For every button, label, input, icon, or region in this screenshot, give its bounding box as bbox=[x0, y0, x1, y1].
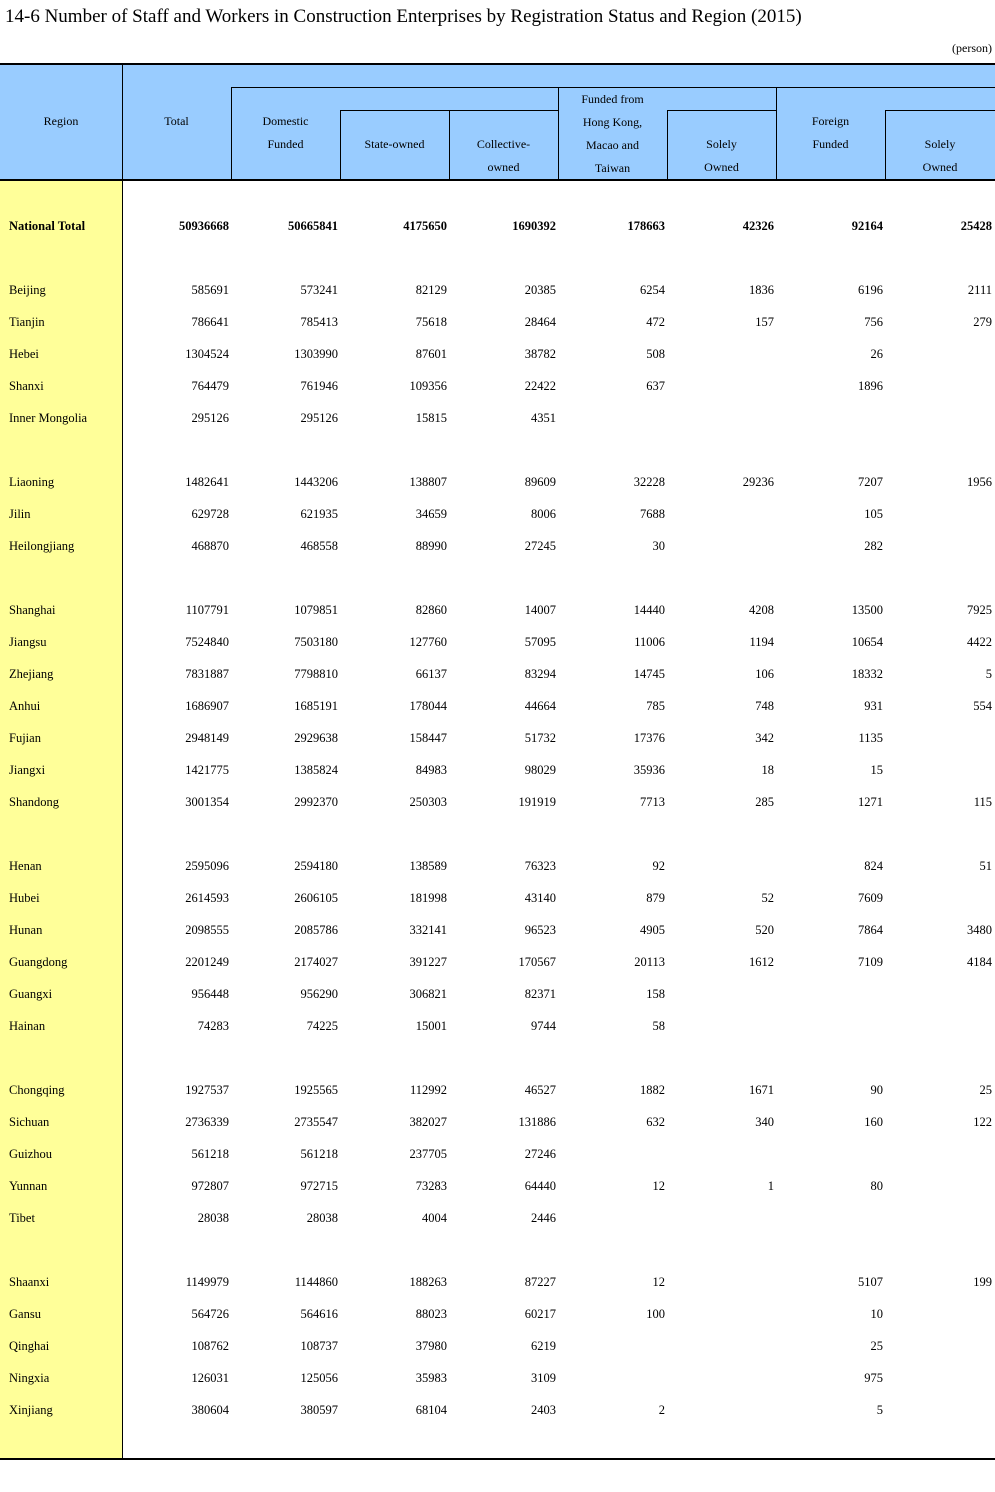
table-row bbox=[0, 699, 995, 719]
unit-label: (person) bbox=[952, 41, 992, 55]
cell-value: 2446 bbox=[531, 1211, 556, 1225]
region-name: Zhejiang bbox=[9, 667, 54, 681]
cell-value: 1685191 bbox=[294, 699, 338, 713]
cell-value: 824 bbox=[864, 859, 883, 873]
cell-value: 585691 bbox=[191, 283, 229, 297]
header-region: Region bbox=[43, 114, 79, 128]
cell-value: 29236 bbox=[742, 475, 774, 489]
cell-value: 1686907 bbox=[185, 699, 229, 713]
header-bottom-border bbox=[0, 179, 995, 181]
cell-value: 4422 bbox=[967, 635, 992, 649]
cell-value: 1882 bbox=[640, 1083, 665, 1097]
cell-value: 88990 bbox=[415, 539, 447, 553]
cell-value: 89609 bbox=[524, 475, 556, 489]
cell-value: 7864 bbox=[858, 923, 883, 937]
cell-value: 15 bbox=[870, 763, 883, 777]
cell-value: 340 bbox=[755, 1115, 774, 1129]
cell-value: 1927537 bbox=[185, 1083, 229, 1097]
cell-value: 1079851 bbox=[294, 603, 338, 617]
cell-value: 972715 bbox=[300, 1179, 338, 1193]
cell-value: 931 bbox=[864, 699, 883, 713]
cell-value: 108737 bbox=[300, 1339, 338, 1353]
cell-value: 28038 bbox=[306, 1211, 338, 1225]
cell-value: 975 bbox=[864, 1371, 883, 1385]
header-rule-foreign bbox=[776, 87, 995, 88]
cell-value: 2736339 bbox=[185, 1115, 229, 1129]
cell-value: 64440 bbox=[524, 1179, 556, 1193]
header-rule-domestic bbox=[231, 87, 558, 88]
cell-value: 1443206 bbox=[294, 475, 338, 489]
cell-value: 786641 bbox=[191, 315, 229, 329]
cell-value: 7109 bbox=[858, 955, 883, 969]
cell-value: 4175650 bbox=[403, 219, 447, 233]
cell-value: 100 bbox=[646, 1307, 665, 1321]
header-foreign-solely-owned: Solely Owned bbox=[922, 137, 958, 174]
cell-value: 956290 bbox=[300, 987, 338, 1001]
region-name: Yunnan bbox=[9, 1179, 48, 1193]
cell-value: 520 bbox=[755, 923, 774, 937]
cell-value: 157 bbox=[755, 315, 774, 329]
table-row bbox=[0, 603, 995, 623]
cell-value: 188263 bbox=[409, 1275, 447, 1289]
cell-value: 629728 bbox=[191, 507, 229, 521]
cell-value: 2 bbox=[658, 1403, 665, 1417]
cell-value: 58 bbox=[652, 1019, 665, 1033]
cell-value: 4184 bbox=[967, 955, 992, 969]
cell-value: 1194 bbox=[749, 635, 774, 649]
table-row bbox=[0, 1083, 995, 1103]
cell-value: 20385 bbox=[524, 283, 556, 297]
header-domestic-funded: Domestic Funded bbox=[262, 114, 309, 151]
cell-value: 15815 bbox=[415, 411, 447, 425]
region-name: Hunan bbox=[9, 923, 43, 937]
cell-value: 637 bbox=[646, 379, 665, 393]
cell-value: 35936 bbox=[633, 763, 665, 777]
cell-value: 87601 bbox=[415, 347, 447, 361]
cell-value: 2111 bbox=[967, 283, 992, 297]
cell-value: 199 bbox=[973, 1275, 992, 1289]
table-row bbox=[0, 219, 995, 239]
header-total: Total bbox=[164, 114, 189, 128]
cell-value: 1690392 bbox=[512, 219, 556, 233]
cell-value: 1671 bbox=[749, 1083, 774, 1097]
table-row bbox=[0, 411, 995, 431]
cell-value: 5 bbox=[985, 667, 992, 681]
cell-value: 127760 bbox=[409, 635, 447, 649]
cell-value: 10 bbox=[870, 1307, 883, 1321]
cell-value: 20113 bbox=[634, 955, 665, 969]
cell-value: 88023 bbox=[415, 1307, 447, 1321]
header-state-owned: State-owned bbox=[364, 137, 425, 151]
cell-value: 25 bbox=[979, 1083, 992, 1097]
cell-value: 27245 bbox=[524, 539, 556, 553]
cell-value: 3480 bbox=[967, 923, 992, 937]
table-row bbox=[0, 1211, 995, 1231]
cell-value: 2929638 bbox=[294, 731, 338, 745]
cell-value: 112992 bbox=[409, 1083, 447, 1097]
cell-value: 785 bbox=[646, 699, 665, 713]
cell-value: 28038 bbox=[197, 1211, 229, 1225]
cell-value: 564726 bbox=[191, 1307, 229, 1321]
cell-value: 295126 bbox=[300, 411, 338, 425]
table-row bbox=[0, 795, 995, 815]
region-name: Tibet bbox=[9, 1211, 35, 1225]
cell-value: 34659 bbox=[415, 507, 447, 521]
cell-value: 74225 bbox=[306, 1019, 338, 1033]
cell-value: 43140 bbox=[524, 891, 556, 905]
cell-value: 80 bbox=[870, 1179, 883, 1193]
cell-value: 761946 bbox=[300, 379, 338, 393]
cell-value: 5 bbox=[876, 1403, 883, 1417]
cell-value: 82860 bbox=[415, 603, 447, 617]
cell-value: 342 bbox=[755, 731, 774, 745]
region-name: Guangdong bbox=[9, 955, 68, 969]
cell-value: 122 bbox=[973, 1115, 992, 1129]
cell-value: 109356 bbox=[409, 379, 447, 393]
cell-value: 14007 bbox=[524, 603, 556, 617]
cell-value: 2085786 bbox=[294, 923, 338, 937]
cell-value: 52 bbox=[761, 891, 774, 905]
region-name: Sichuan bbox=[9, 1115, 50, 1129]
cell-value: 879 bbox=[646, 891, 665, 905]
cell-value: 138589 bbox=[409, 859, 447, 873]
cell-value: 237705 bbox=[409, 1147, 447, 1161]
cell-value: 83294 bbox=[524, 667, 556, 681]
table-row bbox=[0, 283, 995, 303]
cell-value: 2992370 bbox=[294, 795, 338, 809]
cell-value: 1956 bbox=[967, 475, 992, 489]
region-name: Inner Mongolia bbox=[9, 411, 88, 425]
cell-value: 7207 bbox=[858, 475, 883, 489]
region-name: Chongqing bbox=[9, 1083, 65, 1097]
cell-value: 68104 bbox=[415, 1403, 447, 1417]
cell-value: 15001 bbox=[415, 1019, 447, 1033]
table-row bbox=[0, 507, 995, 527]
region-name: Shanghai bbox=[9, 603, 56, 617]
table-row bbox=[0, 1275, 995, 1295]
region-name: Ningxia bbox=[9, 1371, 50, 1385]
table-row bbox=[0, 731, 995, 751]
cell-value: 126031 bbox=[191, 1371, 229, 1385]
table-row bbox=[0, 539, 995, 559]
cell-value: 1385824 bbox=[294, 763, 338, 777]
table-row bbox=[0, 891, 995, 911]
cell-value: 13500 bbox=[851, 603, 883, 617]
table-row bbox=[0, 923, 995, 943]
table-row bbox=[0, 1115, 995, 1135]
cell-value: 14440 bbox=[633, 603, 665, 617]
table-row bbox=[0, 859, 995, 879]
cell-value: 380604 bbox=[191, 1403, 229, 1417]
header-foreign-funded: Foreign Funded bbox=[811, 114, 850, 151]
cell-value: 25 bbox=[870, 1339, 883, 1353]
cell-value: 22422 bbox=[524, 379, 556, 393]
cell-value: 2948149 bbox=[185, 731, 229, 745]
cell-value: 7713 bbox=[640, 795, 665, 809]
cell-value: 1421775 bbox=[185, 763, 229, 777]
cell-value: 2735547 bbox=[294, 1115, 338, 1129]
table-row bbox=[0, 1179, 995, 1199]
cell-value: 82129 bbox=[415, 283, 447, 297]
cell-value: 125056 bbox=[300, 1371, 338, 1385]
cell-value: 42326 bbox=[742, 219, 774, 233]
region-name: Guizhou bbox=[9, 1147, 53, 1161]
cell-value: 472 bbox=[646, 315, 665, 329]
table-row bbox=[0, 1019, 995, 1039]
cell-value: 50665841 bbox=[288, 219, 338, 233]
cell-value: 30 bbox=[652, 539, 665, 553]
cell-value: 295126 bbox=[191, 411, 229, 425]
region-name: Jiangxi bbox=[9, 763, 46, 777]
region-name: Henan bbox=[9, 859, 42, 873]
cell-value: 191919 bbox=[518, 795, 556, 809]
cell-value: 4905 bbox=[640, 923, 665, 937]
cell-value: 6219 bbox=[531, 1339, 556, 1353]
cell-value: 7503180 bbox=[294, 635, 338, 649]
cell-value: 2201249 bbox=[185, 955, 229, 969]
cell-value: 38782 bbox=[524, 347, 556, 361]
cell-value: 785413 bbox=[300, 315, 338, 329]
region-name: Guangxi bbox=[9, 987, 53, 1001]
cell-value: 8006 bbox=[531, 507, 556, 521]
cell-value: 956448 bbox=[191, 987, 229, 1001]
region-name: Shanxi bbox=[9, 379, 44, 393]
cell-value: 1149979 bbox=[185, 1275, 229, 1289]
cell-value: 468558 bbox=[300, 539, 338, 553]
cell-value: 1 bbox=[767, 1179, 774, 1193]
cell-value: 7609 bbox=[858, 891, 883, 905]
table-row bbox=[0, 1307, 995, 1327]
cell-value: 1925565 bbox=[294, 1083, 338, 1097]
cell-value: 6196 bbox=[858, 283, 883, 297]
cell-value: 279 bbox=[973, 315, 992, 329]
cell-value: 632 bbox=[646, 1115, 665, 1129]
cell-value: 12 bbox=[652, 1275, 665, 1289]
cell-value: 564616 bbox=[300, 1307, 338, 1321]
header-rule-hkmt-sub bbox=[667, 110, 776, 111]
header-collective-owned: Collective- owned bbox=[476, 137, 531, 174]
cell-value: 306821 bbox=[409, 987, 447, 1001]
cell-value: 73283 bbox=[415, 1179, 447, 1193]
cell-value: 621935 bbox=[300, 507, 338, 521]
cell-value: 17376 bbox=[633, 731, 665, 745]
cell-value: 28464 bbox=[524, 315, 556, 329]
cell-value: 76323 bbox=[524, 859, 556, 873]
cell-value: 35983 bbox=[415, 1371, 447, 1385]
cell-value: 32228 bbox=[633, 475, 665, 489]
cell-value: 282 bbox=[864, 539, 883, 553]
region-name: Hebei bbox=[9, 347, 39, 361]
region-divider bbox=[122, 63, 123, 1459]
cell-value: 82371 bbox=[524, 987, 556, 1001]
region-name: Tianjin bbox=[9, 315, 45, 329]
cell-value: 382027 bbox=[409, 1115, 447, 1129]
cell-value: 25428 bbox=[960, 219, 992, 233]
cell-value: 158447 bbox=[409, 731, 447, 745]
cell-value: 6254 bbox=[640, 283, 665, 297]
table-row bbox=[0, 667, 995, 687]
cell-value: 11006 bbox=[634, 635, 665, 649]
cell-value: 2595096 bbox=[185, 859, 229, 873]
region-name: Heilongjiang bbox=[9, 539, 75, 553]
cell-value: 2403 bbox=[531, 1403, 556, 1417]
cell-value: 18 bbox=[761, 763, 774, 777]
region-name: Hainan bbox=[9, 1019, 46, 1033]
table-bottom-border bbox=[0, 1458, 995, 1460]
cell-value: 108762 bbox=[191, 1339, 229, 1353]
cell-value: 138807 bbox=[409, 475, 447, 489]
cell-value: 4004 bbox=[422, 1211, 447, 1225]
cell-value: 9744 bbox=[531, 1019, 556, 1033]
cell-value: 2614593 bbox=[185, 891, 229, 905]
cell-value: 1896 bbox=[858, 379, 883, 393]
cell-value: 75618 bbox=[415, 315, 447, 329]
cell-value: 972807 bbox=[191, 1179, 229, 1193]
cell-value: 60217 bbox=[524, 1307, 556, 1321]
cell-value: 105 bbox=[864, 507, 883, 521]
cell-value: 51 bbox=[979, 859, 992, 873]
cell-value: 1482641 bbox=[185, 475, 229, 489]
cell-value: 468870 bbox=[191, 539, 229, 553]
header-hkmt-funded: Funded from Hong Kong, Macao and Taiwan bbox=[581, 92, 644, 175]
region-name: Gansu bbox=[9, 1307, 41, 1321]
cell-value: 12 bbox=[652, 1179, 665, 1193]
cell-value: 7925 bbox=[967, 603, 992, 617]
cell-value: 332141 bbox=[409, 923, 447, 937]
cell-value: 3109 bbox=[531, 1371, 556, 1385]
cell-value: 115 bbox=[973, 795, 992, 809]
table-row bbox=[0, 1147, 995, 1167]
cell-value: 92 bbox=[652, 859, 665, 873]
cell-value: 508 bbox=[646, 347, 665, 361]
region-name: Hubei bbox=[9, 891, 40, 905]
cell-value: 14745 bbox=[633, 667, 665, 681]
region-name: Jiangsu bbox=[9, 635, 47, 649]
cell-value: 57095 bbox=[524, 635, 556, 649]
cell-value: 44664 bbox=[524, 699, 556, 713]
cell-value: 764479 bbox=[191, 379, 229, 393]
cell-value: 160 bbox=[864, 1115, 883, 1129]
cell-value: 5107 bbox=[858, 1275, 883, 1289]
cell-value: 554 bbox=[973, 699, 992, 713]
cell-value: 1836 bbox=[749, 283, 774, 297]
region-name: Beijing bbox=[9, 283, 46, 297]
table-row bbox=[0, 987, 995, 1007]
cell-value: 1144860 bbox=[294, 1275, 338, 1289]
cell-value: 18332 bbox=[851, 667, 883, 681]
table-row bbox=[0, 763, 995, 783]
cell-value: 380597 bbox=[300, 1403, 338, 1417]
cell-value: 27246 bbox=[524, 1147, 556, 1161]
cell-value: 748 bbox=[755, 699, 774, 713]
region-column-background bbox=[0, 180, 123, 1458]
cell-value: 561218 bbox=[191, 1147, 229, 1161]
cell-value: 87227 bbox=[524, 1275, 556, 1289]
table-row bbox=[0, 955, 995, 975]
region-name: Shandong bbox=[9, 795, 59, 809]
cell-value: 1107791 bbox=[185, 603, 229, 617]
region-name: Xinjiang bbox=[9, 1403, 53, 1417]
cell-value: 2594180 bbox=[294, 859, 338, 873]
region-name: Jilin bbox=[9, 507, 31, 521]
cell-value: 26 bbox=[870, 347, 883, 361]
header-rule-foreign-sub bbox=[885, 110, 995, 111]
cell-value: 131886 bbox=[518, 1115, 556, 1129]
table-row bbox=[0, 347, 995, 367]
cell-value: 3001354 bbox=[185, 795, 229, 809]
cell-value: 178663 bbox=[627, 219, 665, 233]
cell-value: 90 bbox=[870, 1083, 883, 1097]
cell-value: 1304524 bbox=[185, 347, 229, 361]
cell-value: 1135 bbox=[858, 731, 883, 745]
region-name: Fujian bbox=[9, 731, 41, 745]
table-row bbox=[0, 379, 995, 399]
cell-value: 1612 bbox=[749, 955, 774, 969]
page-title: 14-6 Number of Staff and Workers in Construction Enterprises by Registration Status and Region (2015) bbox=[5, 6, 802, 27]
cell-value: 181998 bbox=[409, 891, 447, 905]
cell-value: 1271 bbox=[858, 795, 883, 809]
cell-value: 2098555 bbox=[185, 923, 229, 937]
cell-value: 92164 bbox=[851, 219, 883, 233]
region-name: Qinghai bbox=[9, 1339, 50, 1353]
cell-value: 96523 bbox=[524, 923, 556, 937]
region-name: Anhui bbox=[9, 699, 41, 713]
cell-value: 573241 bbox=[300, 283, 338, 297]
region-name: National Total bbox=[9, 219, 86, 233]
table-row bbox=[0, 475, 995, 495]
cell-value: 4208 bbox=[749, 603, 774, 617]
cell-value: 84983 bbox=[415, 763, 447, 777]
table-row bbox=[0, 1371, 995, 1391]
cell-value: 1303990 bbox=[294, 347, 338, 361]
cell-value: 37980 bbox=[415, 1339, 447, 1353]
cell-value: 250303 bbox=[409, 795, 447, 809]
region-name: Shaanxi bbox=[9, 1275, 50, 1289]
cell-value: 7524840 bbox=[185, 635, 229, 649]
cell-value: 4351 bbox=[531, 411, 556, 425]
cell-value: 7831887 bbox=[185, 667, 229, 681]
cell-value: 178044 bbox=[409, 699, 447, 713]
table-row bbox=[0, 1403, 995, 1423]
cell-value: 46527 bbox=[524, 1083, 556, 1097]
cell-value: 561218 bbox=[300, 1147, 338, 1161]
cell-value: 2174027 bbox=[294, 955, 338, 969]
table-row bbox=[0, 635, 995, 655]
cell-value: 285 bbox=[755, 795, 774, 809]
cell-value: 98029 bbox=[524, 763, 556, 777]
cell-value: 50936668 bbox=[179, 219, 229, 233]
cell-value: 66137 bbox=[415, 667, 447, 681]
table-row bbox=[0, 1339, 995, 1359]
cell-value: 51732 bbox=[524, 731, 556, 745]
cell-value: 391227 bbox=[409, 955, 447, 969]
cell-value: 170567 bbox=[518, 955, 556, 969]
cell-value: 10654 bbox=[851, 635, 883, 649]
cell-value: 106 bbox=[755, 667, 774, 681]
header-hkmt-solely-owned: Solely Owned bbox=[704, 137, 739, 174]
cell-value: 756 bbox=[864, 315, 883, 329]
table-top-border bbox=[0, 63, 995, 65]
cell-value: 7688 bbox=[640, 507, 665, 521]
cell-value: 74283 bbox=[197, 1019, 229, 1033]
statistics-table bbox=[0, 63, 995, 1460]
cell-value: 158 bbox=[646, 987, 665, 1001]
table-row bbox=[0, 315, 995, 335]
cell-value: 7798810 bbox=[294, 667, 338, 681]
cell-value: 2606105 bbox=[294, 891, 338, 905]
region-name: Liaoning bbox=[9, 475, 55, 489]
